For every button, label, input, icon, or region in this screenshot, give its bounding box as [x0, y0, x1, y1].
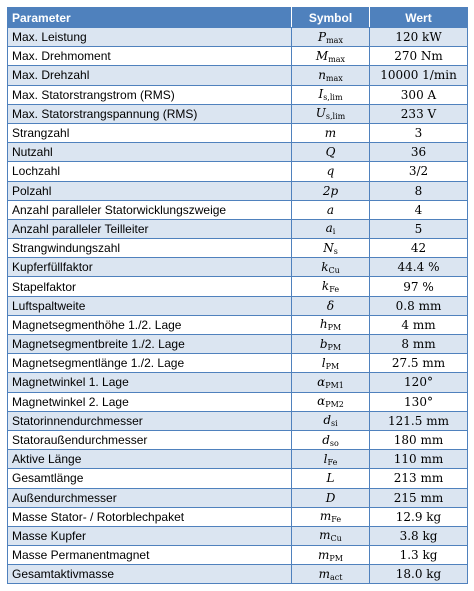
parameter-cell: Max. Leistung: [8, 28, 292, 47]
symbol-cell: [292, 123, 370, 142]
header-parameter: Parameter: [8, 8, 292, 28]
parameter-cell: Magnetsegmenthöhe 1./2. Lage: [8, 315, 292, 334]
table-row: [8, 200, 468, 219]
parameter-cell: Stapelfaktor: [8, 277, 292, 296]
parameter-table: [7, 7, 468, 584]
table-body: [8, 28, 468, 584]
symbol-subscript: Cu: [330, 534, 342, 544]
symbol-cell: [292, 488, 370, 507]
header-symbol: Symbol: [292, 8, 370, 28]
value-cell: 18.0 kg: [370, 565, 468, 584]
symbol-base: k: [321, 279, 330, 294]
value-cell: 36: [370, 143, 468, 162]
value-cell: 215 mm: [370, 488, 468, 507]
symbol-base: k: [321, 259, 329, 274]
table-row: [8, 85, 468, 104]
symbol-subscript: max: [325, 73, 343, 83]
table-row: [8, 277, 468, 296]
symbol-subscript: max: [328, 54, 346, 64]
table-row: [8, 392, 468, 411]
symbol-base: b: [319, 336, 328, 351]
symbol-cell: [292, 315, 370, 334]
value-cell: 12.9 kg: [370, 507, 468, 526]
parameter-cell: Masse Permanentmagnet: [8, 546, 292, 565]
value-cell: 4 mm: [370, 315, 468, 334]
symbol-base: m: [319, 528, 331, 543]
symbol-cell: [292, 526, 370, 545]
symbol-cell: [292, 565, 370, 584]
symbol-cell: [292, 411, 370, 430]
symbol-subscript: Fe: [327, 457, 338, 467]
symbol-subscript: Fe: [329, 285, 340, 295]
table-row: [8, 488, 468, 507]
symbol-base: I: [318, 87, 324, 102]
symbol-subscript: max: [326, 35, 343, 45]
table-row: [8, 143, 468, 162]
header-value: Wert: [370, 8, 468, 28]
symbol-cell: [292, 66, 370, 85]
value-cell: 1.3 kg: [370, 546, 468, 565]
table-row: [8, 507, 468, 526]
value-cell: 0.8 mm: [370, 296, 468, 315]
value-cell: 110 mm: [370, 450, 468, 469]
table-row: [8, 526, 468, 545]
parameter-cell: Kupferfüllfaktor: [8, 258, 292, 277]
symbol-base: m: [324, 126, 337, 141]
table-row: [8, 162, 468, 181]
value-cell: 270 Nm: [370, 47, 468, 66]
symbol-base: N: [323, 240, 334, 255]
table-row: [8, 181, 468, 200]
symbol-base: M: [315, 48, 329, 63]
table-row: [8, 335, 468, 354]
table-row: [8, 411, 468, 430]
parameter-cell: Anzahl paralleler Teilleiter: [8, 219, 292, 238]
symbol-base: l: [323, 451, 328, 466]
value-cell: 10000 1/min: [370, 66, 468, 85]
table-row: [8, 430, 468, 449]
parameter-cell: Statorinnendurchmesser: [8, 411, 292, 430]
symbol-subscript: Cu: [328, 265, 340, 275]
symbol-base: h: [319, 317, 328, 332]
value-cell: 180 mm: [370, 430, 468, 449]
symbol-base: δ: [326, 298, 335, 313]
header-row: [8, 8, 468, 28]
symbol-cell: [292, 85, 370, 104]
symbol-cell: [292, 219, 370, 238]
value-cell: 3: [370, 123, 468, 142]
table-row: [8, 373, 468, 392]
value-cell: 3.8 kg: [370, 526, 468, 545]
symbol-base: P: [318, 29, 327, 44]
symbol-base: m: [319, 509, 332, 524]
symbol-base: U: [315, 106, 326, 121]
symbol-cell: [292, 469, 370, 488]
symbol-base: a: [325, 221, 333, 236]
parameter-cell: Max. Statorstrangstrom (RMS): [8, 85, 292, 104]
symbol-subscript: PM: [327, 323, 342, 333]
symbol-subscript: si: [331, 419, 338, 429]
table-header: [8, 8, 468, 28]
table-row: [8, 104, 468, 123]
symbol-base: l: [321, 355, 326, 370]
symbol-base: q: [326, 164, 335, 179]
symbol-subscript: s,lim: [325, 112, 346, 122]
parameter-cell: Strangzahl: [8, 123, 292, 142]
table-row: [8, 123, 468, 142]
symbol-base: m: [318, 547, 330, 562]
symbol-subscript: Fe: [331, 515, 342, 525]
table-row: [8, 315, 468, 334]
parameter-cell: Anzahl paralleler Statorwicklungszweige: [8, 200, 292, 219]
table-row: [8, 258, 468, 277]
symbol-cell: [292, 143, 370, 162]
parameter-cell: Max. Drehzahl: [8, 66, 292, 85]
symbol-base: d: [322, 432, 330, 447]
symbol-cell: [292, 392, 370, 411]
table-row: [8, 469, 468, 488]
value-cell: 130°: [370, 392, 468, 411]
symbol-cell: [292, 162, 370, 181]
value-cell: 233 V: [370, 104, 468, 123]
symbol-subscript: PM: [325, 361, 340, 371]
symbol-subscript: PM: [329, 553, 343, 563]
parameter-cell: Aktive Länge: [8, 450, 292, 469]
value-cell: 42: [370, 239, 468, 258]
value-cell: 8 mm: [370, 335, 468, 354]
table-row: [8, 450, 468, 469]
symbol-cell: [292, 296, 370, 315]
table-row: [8, 66, 468, 85]
symbol-cell: [292, 258, 370, 277]
symbol-subscript: s: [333, 246, 338, 256]
value-cell: 27.5 mm: [370, 354, 468, 373]
parameter-cell: Statoraußendurchmesser: [8, 430, 292, 449]
value-cell: 300 A: [370, 85, 468, 104]
parameter-cell: Max. Statorstrangspannung (RMS): [8, 104, 292, 123]
symbol-cell: [292, 104, 370, 123]
parameter-cell: Magnetsegmentbreite 1./2. Lage: [8, 335, 292, 354]
parameter-table-container: [7, 7, 467, 584]
parameter-cell: Luftspaltweite: [8, 296, 292, 315]
value-cell: 3/2: [370, 162, 468, 181]
symbol-subscript: PM2: [325, 400, 344, 410]
symbol-cell: [292, 181, 370, 200]
symbol-base: d: [323, 413, 331, 428]
parameter-cell: Gesamtlänge: [8, 469, 292, 488]
symbol-base: α: [317, 374, 326, 389]
symbol-cell: [292, 239, 370, 258]
parameter-cell: Polzahl: [8, 181, 292, 200]
symbol-subscript: s,lim: [323, 93, 343, 103]
symbol-base: 2p: [322, 183, 339, 198]
value-cell: 120 kW: [370, 28, 468, 47]
value-cell: 4: [370, 200, 468, 219]
symbol-base: Q: [325, 145, 336, 160]
parameter-cell: Nutzahl: [8, 143, 292, 162]
table-row: [8, 219, 468, 238]
value-cell: 44.4 %: [370, 258, 468, 277]
parameter-cell: Magnetsegmentlänge 1./2. Lage: [8, 354, 292, 373]
value-cell: 97 %: [370, 277, 468, 296]
parameter-cell: Strangwindungszahl: [8, 239, 292, 258]
parameter-cell: Lochzahl: [8, 162, 292, 181]
symbol-cell: [292, 277, 370, 296]
symbol-subscript: PM1: [325, 380, 344, 390]
symbol-cell: [292, 373, 370, 392]
value-cell: 5: [370, 219, 468, 238]
parameter-cell: Gesamtaktivmasse: [8, 565, 292, 584]
table-row: [8, 296, 468, 315]
symbol-subscript: act: [329, 572, 343, 582]
symbol-subscript: i: [332, 227, 336, 237]
symbol-base: α: [317, 394, 326, 409]
table-row: [8, 354, 468, 373]
symbol-cell: [292, 28, 370, 47]
parameter-cell: Magnetwinkel 1. Lage: [8, 373, 292, 392]
parameter-cell: Außendurchmesser: [8, 488, 292, 507]
symbol-subscript: so: [329, 438, 339, 448]
symbol-base: n: [318, 67, 326, 82]
symbol-base: a: [326, 202, 335, 217]
table-row: [8, 47, 468, 66]
symbol-cell: [292, 430, 370, 449]
symbol-cell: [292, 546, 370, 565]
parameter-cell: Masse Kupfer: [8, 526, 292, 545]
table-row: [8, 28, 468, 47]
symbol-cell: [292, 450, 370, 469]
symbol-cell: [292, 335, 370, 354]
symbol-base: D: [325, 490, 336, 505]
parameter-cell: Max. Drehmoment: [8, 47, 292, 66]
table-row: [8, 239, 468, 258]
symbol-cell: [292, 200, 370, 219]
symbol-base: m: [318, 566, 330, 581]
value-cell: 8: [370, 181, 468, 200]
symbol-cell: [292, 354, 370, 373]
table-row: [8, 546, 468, 565]
parameter-cell: Magnetwinkel 2. Lage: [8, 392, 292, 411]
parameter-cell: Masse Stator- / Rotorblechpaket: [8, 507, 292, 526]
value-cell: 213 mm: [370, 469, 468, 488]
symbol-subscript: PM: [327, 342, 342, 352]
value-cell: 120°: [370, 373, 468, 392]
value-cell: 121.5 mm: [370, 411, 468, 430]
symbol-cell: [292, 507, 370, 526]
table-row: [8, 565, 468, 584]
symbol-cell: [292, 47, 370, 66]
symbol-base: L: [326, 471, 335, 486]
